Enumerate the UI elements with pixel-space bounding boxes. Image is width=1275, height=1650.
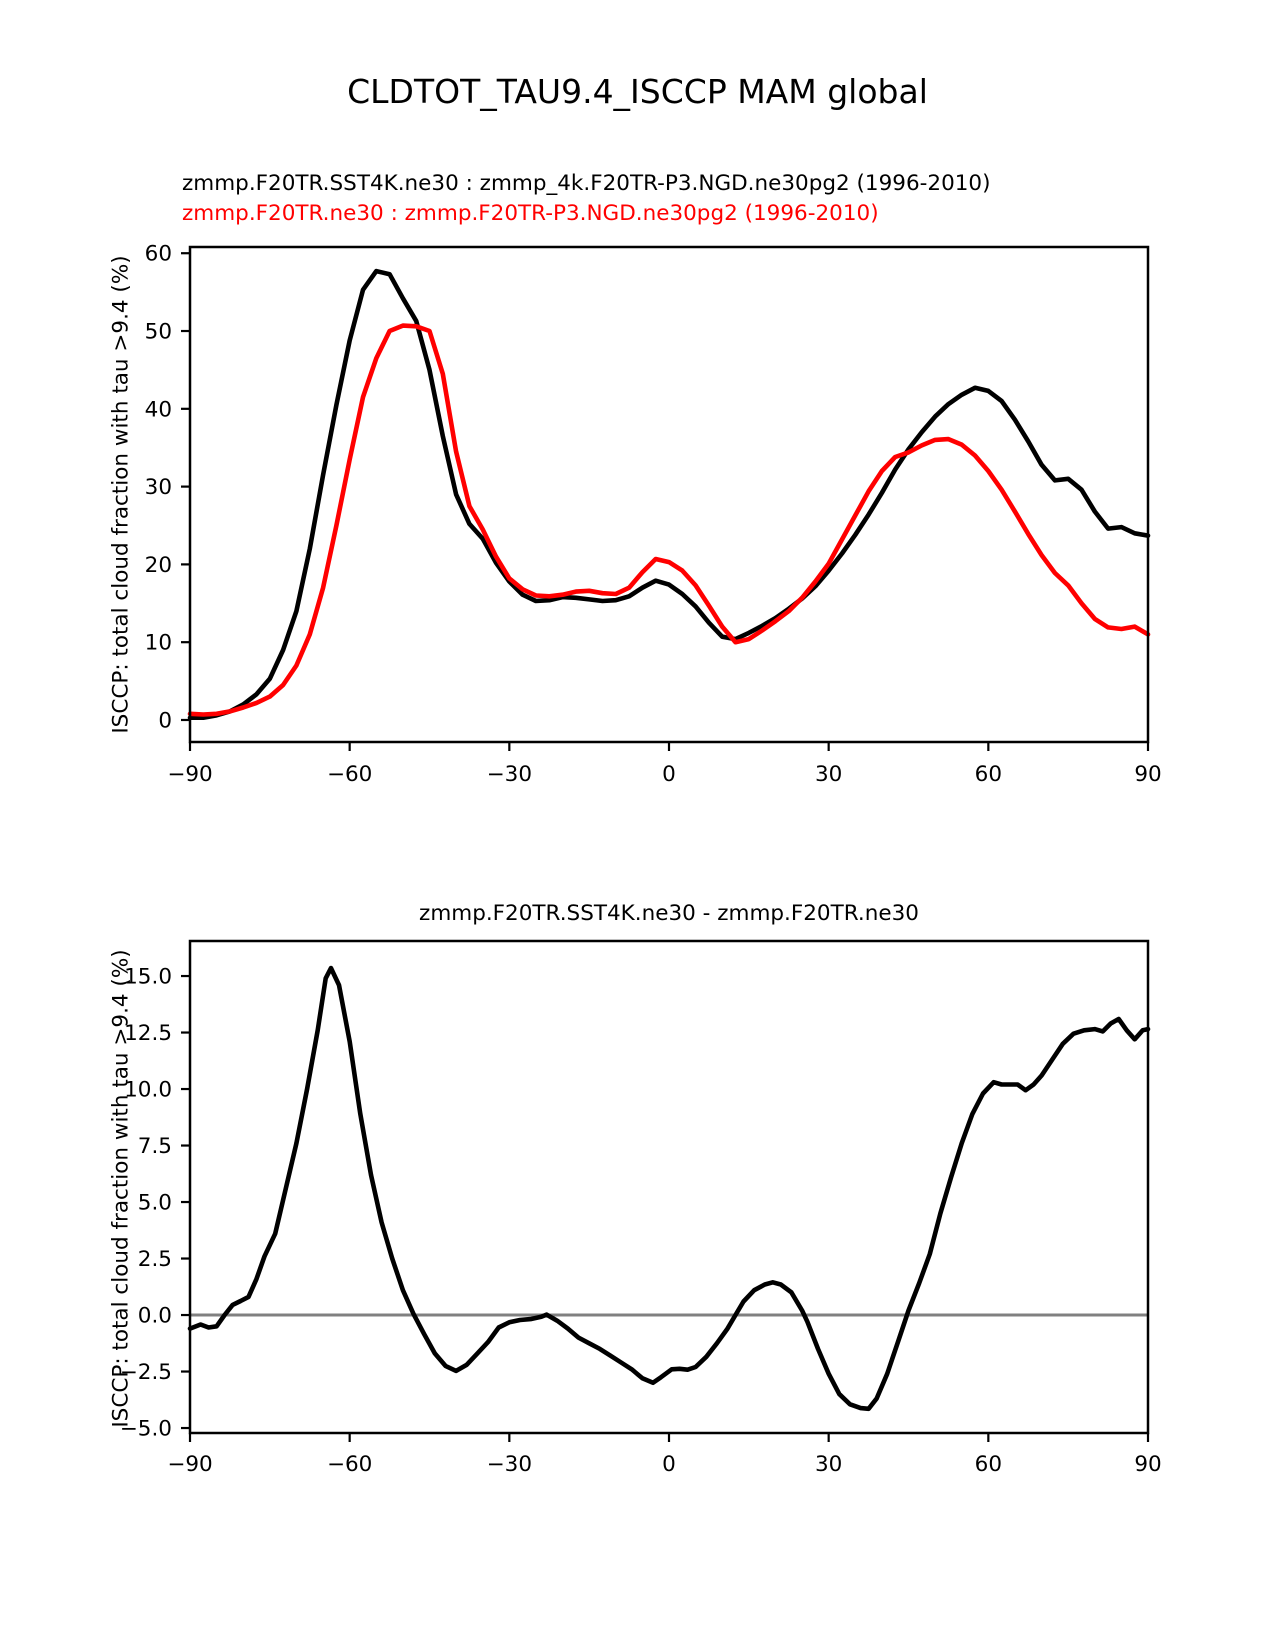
plot-1-curve-zmmp.F20TR.ne30: [190, 326, 1148, 715]
x-tick-label: −60: [326, 1452, 373, 1477]
y-tick-label: 60: [144, 241, 172, 267]
x-tick-label: −30: [486, 1452, 533, 1477]
y-tick-label: −5.0: [119, 1416, 172, 1442]
x-tick-label: −60: [326, 762, 373, 787]
y-tick-label: −2.5: [119, 1360, 172, 1386]
x-tick-label: 60: [974, 762, 1003, 787]
x-tick-label: 30: [814, 762, 843, 787]
y-tick-label: 7.5: [137, 1134, 172, 1160]
y-tick-label: 0: [158, 708, 172, 734]
y-tick-label: 50: [144, 319, 172, 345]
x-tick-label: −30: [486, 762, 533, 787]
y-tick-label: 10.0: [124, 1077, 172, 1103]
legend-entry-black: zmmp.F20TR.SST4K.ne30 : zmmp_4k.F20TR-P3.NGD.ne30pg2 (1996-2010): [182, 171, 991, 196]
x-tick-label: 30: [814, 1452, 843, 1477]
y-tick-label: 15.0: [124, 964, 172, 990]
y-tick-label: 0.0: [137, 1303, 172, 1329]
y-tick-label: 20: [144, 552, 172, 578]
plot-2-axes-frame: [190, 941, 1148, 1433]
x-tick-label: 0: [662, 762, 676, 787]
y-tick-label: 2.5: [137, 1247, 172, 1273]
plot2-y-axis-label: ISCCP: total cloud fraction with tau >9.4 (%): [108, 949, 134, 1428]
x-tick-label: 60: [974, 1452, 1003, 1477]
figure-title: CLDTOT_TAU9.4_ISCCP MAM global: [347, 72, 928, 111]
y-tick-label: 10: [144, 630, 172, 656]
x-tick-label: −90: [167, 1452, 213, 1477]
plot-2: [120, 941, 1162, 1477]
y-tick-label: 12.5: [124, 1021, 172, 1047]
plot2-title: zmmp.F20TR.SST4K.ne30 - zmmp.F20TR.ne30: [419, 901, 919, 926]
plot1-y-axis-label: ISCCP: total cloud fraction with tau >9.4 (%): [108, 255, 134, 734]
legend-entry-red: zmmp.F20TR.ne30 : zmmp.F20TR-P3.NGD.ne30pg2 (1996-2010): [182, 201, 879, 226]
y-tick-label: 5.0: [137, 1190, 172, 1216]
y-tick-label: 30: [144, 475, 172, 501]
x-tick-label: 0: [662, 1452, 676, 1477]
plot-2-curve-difference: [190, 968, 1148, 1409]
x-tick-label: 90: [1134, 762, 1162, 787]
y-tick-label: 40: [144, 397, 172, 423]
plot-1: [145, 242, 1162, 787]
x-tick-label: 90: [1134, 1452, 1162, 1477]
x-tick-label: −90: [167, 762, 213, 787]
